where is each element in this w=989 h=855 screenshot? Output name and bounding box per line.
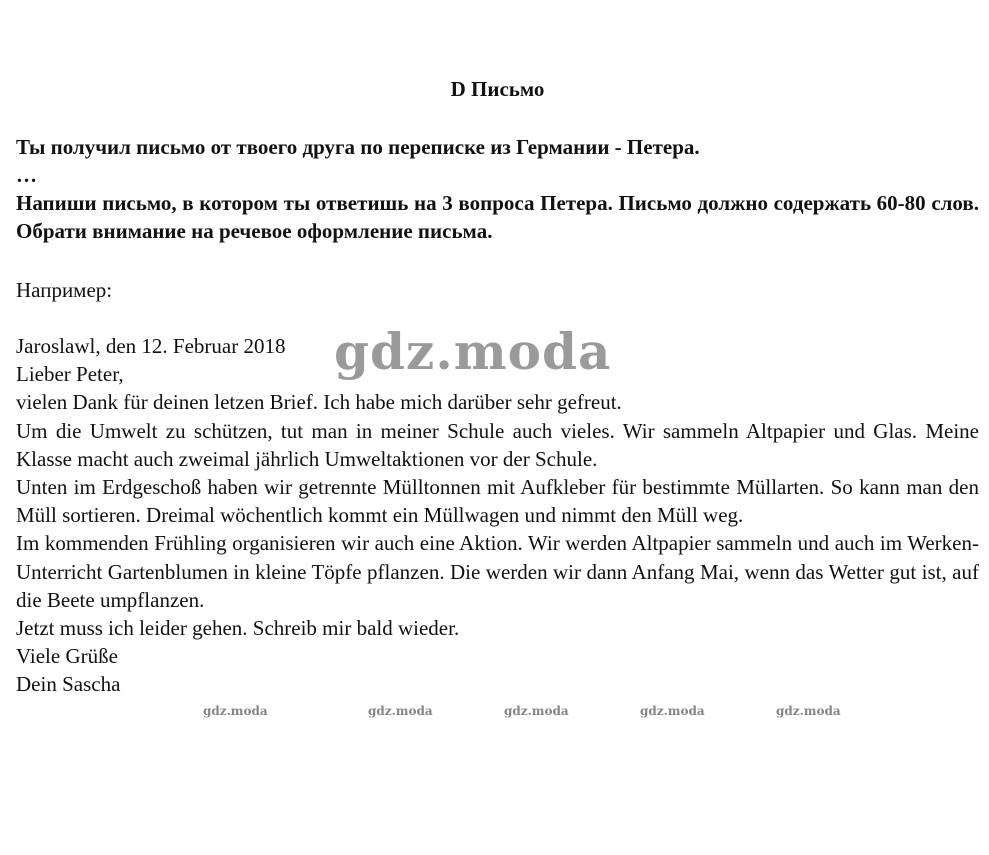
letter-paragraph: Im kommenden Frühling organisieren wir auch eine Aktion. Wir werden Altpapier sammeln und auch im Werken-Unterricht Gartenblumen in kleine Töpfe pflanzen. Die werden wir dann Anfang Mai, wenn das Wetter gut ist, auf die Beete umpflanzen. — [16, 531, 979, 612]
letter-date-line: Jaroslawl, den 12. Februar 2018 — [16, 334, 286, 358]
example-label: Например: — [16, 278, 113, 302]
document-page — [16, 0, 979, 855]
letter-paragraph: Um die Umwelt zu schützen, tut man in meiner Schule auch vieles. Wir sammeln Altpapier und Glas. Meine Klasse macht auch zweimal jährlich Umweltaktionen vor der Schule. — [16, 418, 979, 471]
section-title: D Письмо — [450, 77, 545, 101]
watermark-small: gdz.moda — [203, 704, 268, 718]
watermark-small: gdz.moda — [368, 704, 433, 718]
task-ellipsis: … — [16, 163, 37, 187]
watermark-small: gdz.moda — [640, 704, 705, 718]
letter-paragraph: Jetzt muss ich leider gehen. Schreib mir bald wieder. — [16, 616, 460, 641]
letter-signature: Dein Sascha — [16, 672, 121, 697]
watermark-logo: gdz.moda — [334, 322, 612, 381]
watermark-small: gdz.moda — [504, 704, 569, 718]
watermark-small: gdz.moda — [776, 704, 841, 718]
task-instructions: Напиши письмо, в котором ты ответишь на 3 вопроса Петера. Письмо должно содержать 60-80 слов. Обрати внимание на речевое оформление письма. — [16, 191, 979, 243]
letter-paragraph: Unten im Erdgeschoß haben wir getrennte Mülltonnen mit Aufkleber für bestimmte Müllarten. So kann man den Müll sortieren. Dreimal wöchentlich kommt ein Müllwagen und nimmt den Müll weg. — [16, 475, 979, 528]
letter-paragraph: vielen Dank für deinen letzen Brief. Ich habe mich darüber sehr gefreut. — [16, 390, 622, 415]
letter-greeting: Lieber Peter, — [16, 362, 124, 387]
task-description — [16, 133, 979, 245]
task-intro: Ты получил письмо от твоего друга по переписке из Германии - Петера. — [16, 135, 700, 159]
example-letter — [16, 332, 979, 699]
watermark-row — [0, 704, 989, 724]
letter-closing: Viele Grüße — [16, 644, 118, 669]
